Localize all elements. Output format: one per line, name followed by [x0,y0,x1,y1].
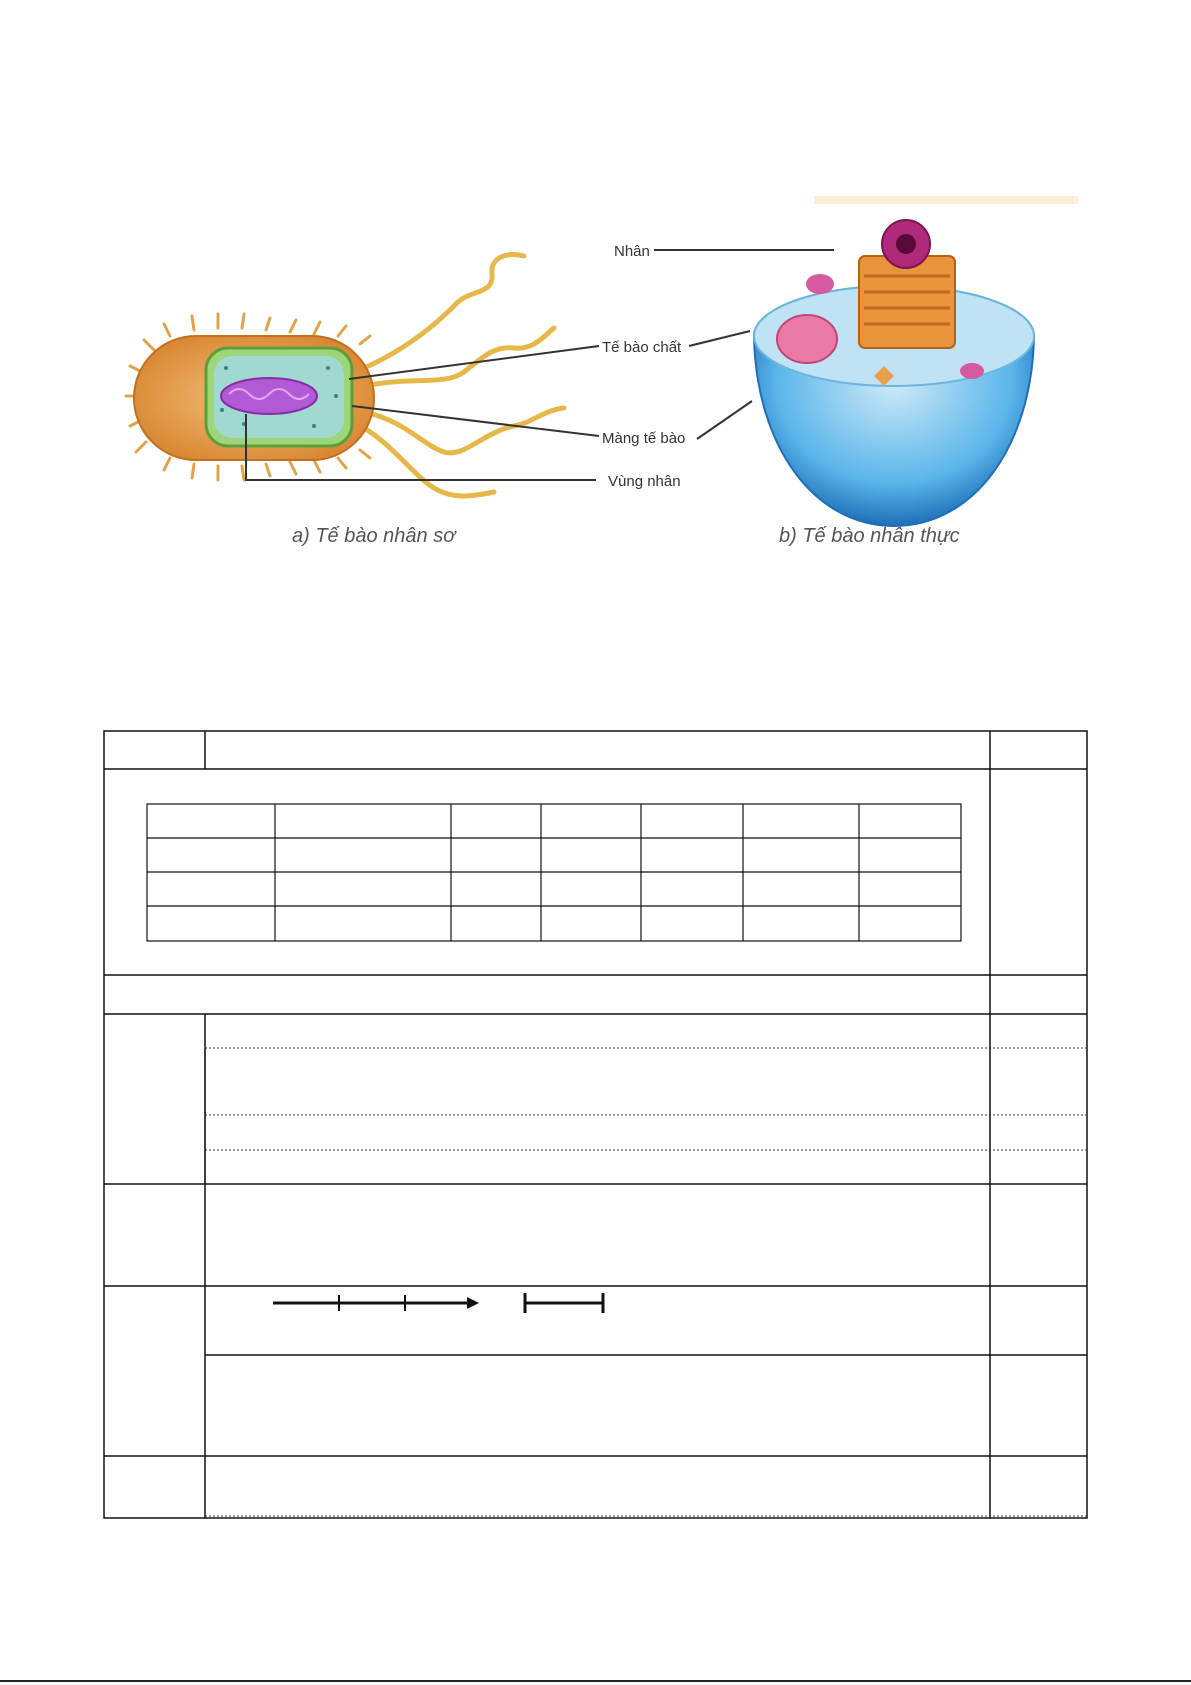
caption-prokaryote: a) Tế bào nhân sơ [292,525,456,547]
label-membrane: Màng tế bào [602,430,686,447]
caption-eukaryote: b) Tế bào nhân thực [779,525,960,547]
label-nucleus: Nhân [614,243,650,260]
prokaryote-cell [126,255,564,496]
flagella [364,255,564,496]
inner-data-table [147,804,961,941]
label-cytoplasm: Tế bào chất [602,339,682,356]
arrow-diagram [273,1293,603,1313]
eukaryote-cell [754,220,1034,526]
cell-comparison-figure [114,196,1078,600]
answer-table [103,730,1088,1520]
bottom-rule [0,1680,1191,1682]
label-nucleoid: Vùng nhân [608,473,681,490]
top-strip [814,196,1078,204]
